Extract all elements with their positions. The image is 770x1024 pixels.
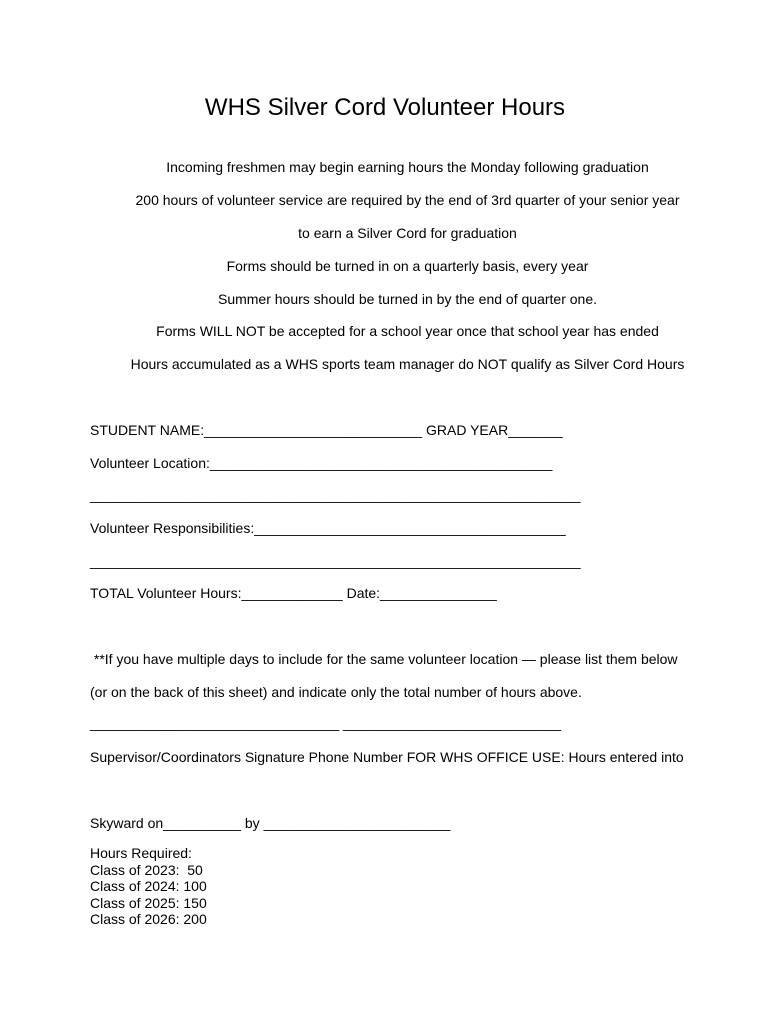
rule-sports-manager: Hours accumulated as a WHS sports team manager do NOT qualify as Silver Cord Hours [130,356,685,372]
volunteer-responsibilities-blank[interactable]: _______________________________________________________________ [90,553,581,569]
rule-200-hours: 200 hours of volunteer service are required by the end of 3rd quarter of your senior year [135,192,680,208]
rule-quarterly: Forms should be turned in on a quarterly basis, every year [226,258,589,274]
multiple-days-note: **If you have multiple days to include for the same volunteer location — please list them below [90,651,678,667]
total-hours-date-line[interactable]: TOTAL Volunteer Hours:_____________ Date:_______________ [90,585,497,601]
hours-class-2026: Class of 2026: 200 [90,911,207,927]
hours-class-2023: Class of 2023: 50 [90,861,203,878]
skyward-entry-line[interactable]: Skyward on__________ by ________________________ [90,815,451,831]
multiple-days-note-continued: (or on the back of this sheet) and indicate only the total number of hours above. [90,684,582,700]
rule-school-year-ended: Forms WILL NOT be accepted for a school year once that school year has ended [156,323,659,339]
rule-freshmen: Incoming freshmen may begin earning hours the Monday following graduation [166,159,649,175]
page-title: WHS Silver Cord Volunteer Hours [204,94,566,121]
hours-class-2024: Class of 2024: 100 [90,878,207,894]
hours-class-2025: Class of 2025: 150 [90,894,207,911]
rule-silver-cord: to earn a Silver Cord for graduation [298,225,517,241]
rule-summer-hours: Summer hours should be turned in by the end of quarter one. [217,291,597,307]
volunteer-location-blank[interactable]: _______________________________________________________________ [90,487,581,503]
student-name-grad-year-line[interactable]: STUDENT NAME:____________________________ GRAD YEAR_______ [90,422,563,438]
hours-required-list [90,845,207,928]
signature-phone-blanks[interactable]: ________________________________ ____________________________ [90,715,562,731]
volunteer-responsibilities-line[interactable]: Volunteer Responsibilities:________________________________________ [90,520,566,536]
hours-required-heading: Hours Required: [90,845,192,861]
volunteer-location-line[interactable]: Volunteer Location:____________________________________________ [90,455,553,471]
signature-phone-office-labels: Supervisor/Coordinators Signature Phone Number FOR WHS OFFICE USE: Hours entered into [90,749,684,765]
